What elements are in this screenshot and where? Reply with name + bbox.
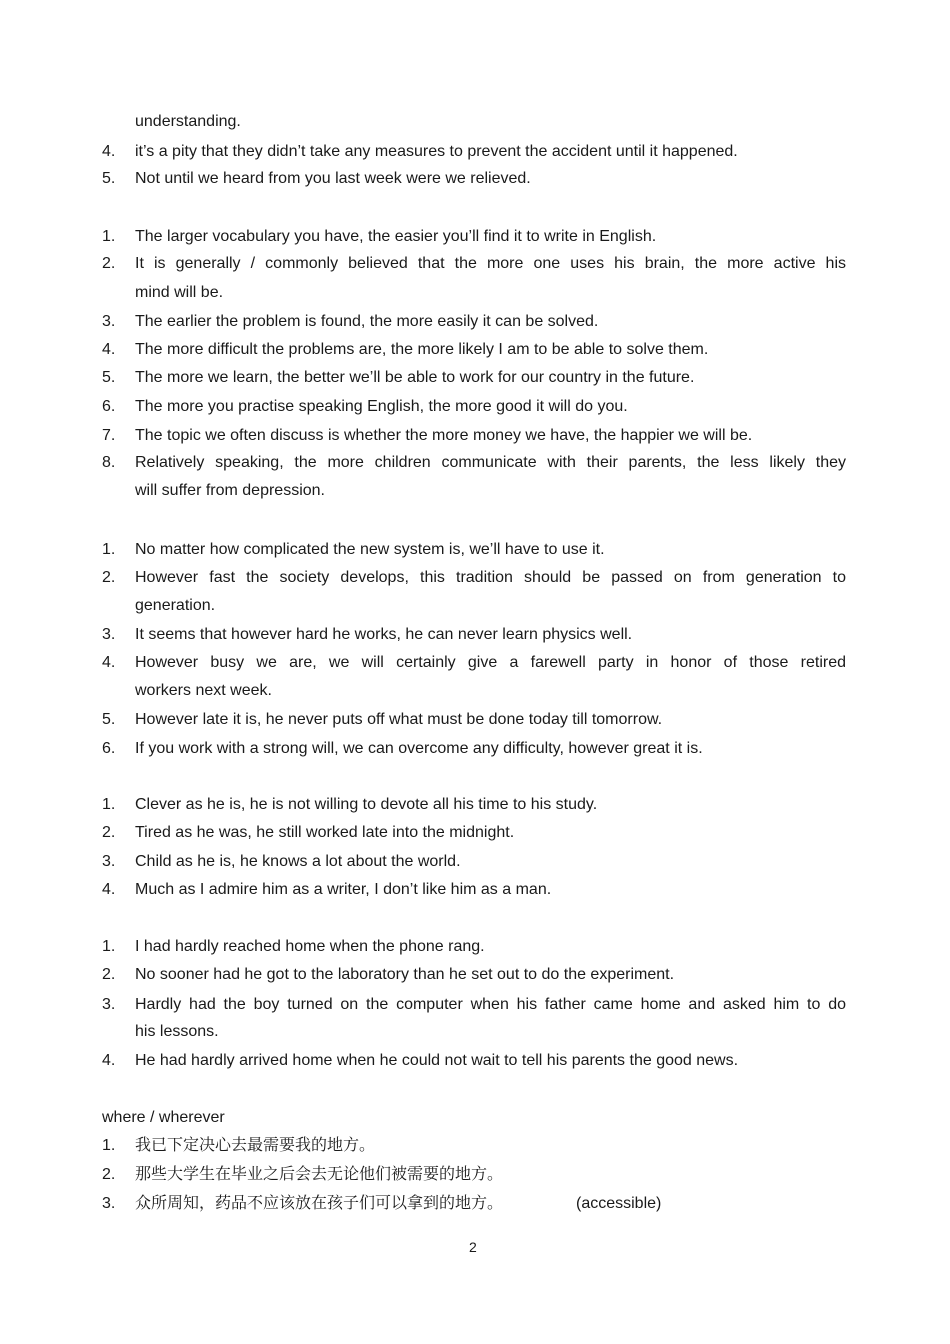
- continuation-text: understanding.: [135, 113, 241, 130]
- item-number: 4.: [102, 654, 116, 671]
- item-text: Hardly had the boy turned on the computer when his father came home and asked him to do: [135, 996, 846, 1013]
- item-text: The more we learn, the better we’ll be able to work for our country in the future.: [135, 369, 695, 386]
- item-number: 1.: [102, 1137, 116, 1154]
- item-number: 2.: [102, 1166, 116, 1183]
- item-number: 5.: [102, 369, 116, 386]
- item-text: 我已下定决心去最需要我的地方。: [135, 1137, 376, 1154]
- item-text: If you work with a strong will, we can overcome any difficulty, however great it is.: [135, 740, 703, 757]
- item-number: 6.: [102, 740, 116, 757]
- item-text: It is generally / commonly believed that the more one uses his brain, the more active his: [135, 255, 846, 272]
- item-number: 6.: [102, 398, 116, 415]
- item-text: 那些大学生在毕业之后会去无论他们被需要的地方。: [135, 1166, 504, 1183]
- item-text: it’s a pity that they didn’t take any measures to prevent the accident until it happened.: [135, 143, 738, 160]
- item-continuation: his lessons.: [135, 1023, 219, 1040]
- item-number: 3.: [102, 313, 116, 330]
- item-text: The larger vocabulary you have, the easier you’ll find it to write in English.: [135, 228, 657, 245]
- item-text: The more difficult the problems are, the more likely I am to be able to solve them.: [135, 341, 709, 358]
- item-text: No matter how complicated the new system is, we’ll have to use it.: [135, 541, 605, 558]
- item-text: Not until we heard from you last week were we relieved.: [135, 170, 531, 187]
- item-continuation: will suffer from depression.: [135, 482, 325, 499]
- item-text: The topic we often discuss is whether the more money we have, the happier we will be.: [135, 427, 753, 444]
- item-number: 4.: [102, 1052, 116, 1069]
- item-text: No sooner had he got to the laboratory than he set out to do the experiment.: [135, 966, 675, 983]
- item-text: 众所周知，药品不应该放在孩子们可以拿到的地方。: [135, 1195, 504, 1212]
- item-number: 7.: [102, 427, 116, 444]
- item-number: 1.: [102, 228, 116, 245]
- item-number: 1.: [102, 541, 116, 558]
- item-number: 1.: [102, 938, 116, 955]
- item-number: 4.: [102, 341, 116, 358]
- page-number: 2: [469, 1239, 477, 1255]
- item-number: 5.: [102, 170, 116, 187]
- item-text: However fast the society develops, this tradition should be passed on from generation to: [135, 569, 846, 586]
- item-text: Child as he is, he knows a lot about the world.: [135, 853, 461, 870]
- item-text: However busy we are, we will certainly give a farewell party in honor of those retired: [135, 654, 846, 671]
- item-text: He had hardly arrived home when he could not wait to tell his parents the good news.: [135, 1052, 739, 1069]
- hint-text: (accessible): [576, 1195, 662, 1212]
- item-number: 2.: [102, 966, 116, 983]
- item-text: It seems that however hard he works, he can never learn physics well.: [135, 626, 633, 643]
- item-number: 4.: [102, 881, 116, 898]
- item-number: 2.: [102, 824, 116, 841]
- item-number: 5.: [102, 711, 116, 728]
- item-number: 8.: [102, 454, 116, 471]
- item-number: 2.: [102, 255, 116, 272]
- item-text: However late it is, he never puts off what must be done today till tomorrow.: [135, 711, 663, 728]
- item-text: Clever as he is, he is not willing to devote all his time to his study.: [135, 796, 598, 813]
- item-text: Much as I admire him as a writer, I don’t like him as a man.: [135, 881, 552, 898]
- item-text: I had hardly reached home when the phone rang.: [135, 938, 485, 955]
- item-text: Tired as he was, he still worked late into the midnight.: [135, 824, 515, 841]
- item-number: 1.: [102, 796, 116, 813]
- item-number: 2.: [102, 569, 116, 586]
- item-number: 3.: [102, 853, 116, 870]
- item-continuation: generation.: [135, 597, 216, 614]
- item-text: Relatively speaking, the more children communicate with their parents, the less likely they: [135, 454, 846, 471]
- section-heading: where / wherever: [102, 1109, 225, 1126]
- item-number: 3.: [102, 996, 116, 1013]
- item-text: The more you practise speaking English, the more good it will do you.: [135, 398, 628, 415]
- item-continuation: workers next week.: [135, 682, 272, 699]
- item-number: 3.: [102, 626, 116, 643]
- item-text: The earlier the problem is found, the more easily it can be solved.: [135, 313, 599, 330]
- item-number: 3.: [102, 1195, 116, 1212]
- item-number: 4.: [102, 143, 116, 160]
- item-continuation: mind will be.: [135, 284, 224, 301]
